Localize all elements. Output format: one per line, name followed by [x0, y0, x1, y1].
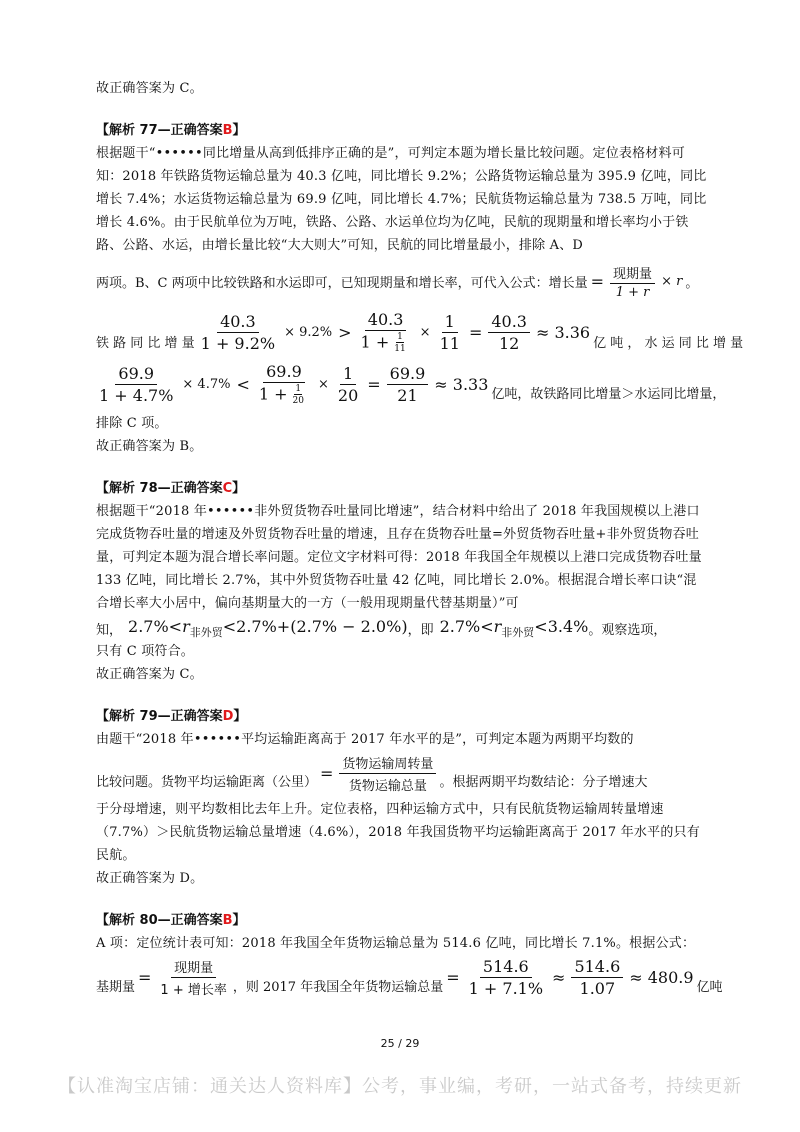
section-78-heading: 【解析 78—正确答案C】	[96, 481, 246, 496]
section-79-formula-line: 比较问题。货物平均运输距离（公里） = $\frac{\text{货物运输周转量}}{\text{货物运输总量}}$ 。根据两期平均数结论：分子增速大	[96, 753, 708, 794]
section-80-heading: 【解析 80—正确答案B】	[96, 913, 246, 929]
document-page	[96, 0, 744, 999]
section-79-answer: D	[222, 709, 234, 725]
page-number: 25 / 29	[380, 1037, 420, 1050]
section-77-answer: B	[222, 123, 233, 138]
section-77-body: 根据题干“••••••同比增量从高到低排序正确的是”，可判定本题为增长量比较问题。定位表格材料可知：2018 年铁路货物运输总量为 40.3 亿吨，同比增长 9.2%；公路货物运输总量为 395.9 亿吨，同比增长 7.4%；水运货物运输总量为 69.9 亿吨，同比增长 4.7%；民航货物运输总量为 738.5 万吨，同比增长 4.6%。由于民航单位为万吨，铁路、公路、水运单位均为亿吨，民航的现期量和增长率均小于铁路、公路、水运，由增长量比较“大大则大”可知，民航的同比增量最小，排除 A、D	[96, 146, 707, 253]
section-78-answer: C	[222, 481, 233, 496]
section-78-inequality-line: 知， $2.7\%<r_{非外贸}<2.7\%+(2.7\% - 2.0\%)$ ，即 $2.7\%<r_{非外贸}<3.4\%$ 。观察选项，	[96, 617, 667, 640]
section-79-heading: 【解析 79—正确答案D】	[96, 709, 247, 725]
section-78-answer-line: 故正确答案为 C。	[96, 667, 203, 683]
section-80-formula-line: 基期量 = $\frac{\text{现期量}}{\text{1 + 增长率}}$ ，则 2017 年我国全年货物运输总量 = $\frac{514.6}{1 + 7.1\%}$ ≈ $\frac{514.6}{1.07}$ ≈ 480.9 亿吨	[96, 957, 723, 999]
section-77-exclude: 排除 C 项。	[96, 416, 168, 431]
section-79-body: 由题干“2018 年••••••平均运输距离高于 2017 年水平的是”，可判定本题为两期平均数的	[96, 732, 634, 748]
water-calc-line: $\frac{69.9}{1 + 4.7\%}$ × 4.7% < 69.9 1 + $\frac{1}{20}$ × $\frac{1}{20}$ = $\frac{69.9}{21}$ ≈ 3.33 亿吨，故铁路同比增量＞水运同比增量，	[99, 362, 726, 406]
section-80-answer: B	[222, 913, 233, 929]
section-80-body: A 项：定位统计表可知：2018 年我国全年货物运输总量为 514.6 亿吨，同比增长 7.1%。根据公式：	[96, 936, 696, 952]
answer-line-76: 故正确答案为 C。	[96, 81, 203, 96]
avg-distance-formula: $\frac{\text{货物运输周转量}}{\text{货物运输总量}}$	[339, 753, 436, 794]
section-77-formula-line: 两项。B、C 两项中比较铁路和水运即可，已知现期量和增长率，可代入公式：增长量 = $\frac{\text{现期量}}{1 + r}$ × r 。	[96, 263, 708, 300]
rail-calc-line: 铁 路 同 比 增 量 $\frac{40.3}{1 + 9.2\%}$ × 9.2% > 40.3 1 + $\frac{1}{11}$ × $\frac{1}{11}$ = $\frac{40.3}{12}$ ≈ 3.36 亿 吨 ， 水 运 同 比 增 量	[96, 310, 744, 354]
section-77-heading: 【解析 77—正确答案B】	[96, 123, 246, 138]
growth-formula: $\frac{\text{现期量}}{1 + r}$	[610, 263, 655, 300]
base-period-formula: $\frac{\text{现期量}}{\text{1 + 增长率}}$	[157, 957, 229, 998]
section-77-answer-line: 故正确答案为 B。	[96, 439, 203, 454]
watermark-text: 【认准淘宝店铺：通关达人资料库】公考，事业编，考研，一站式备考，持续更新	[58, 1076, 742, 1097]
section-79-answer-line: 故正确答案为 D。	[96, 871, 204, 887]
section-79-body-2: 于分母增速，则平均数相比去年上升。定位表格，四种运输方式中，只有民航货物运输周转量增速（7.7%）＞民航货物运输总量增速（4.6%），2018 年我国货物平均运输距离高于 2017 年水平的只有民航。	[96, 802, 700, 864]
section-78-only: 只有 C 项符合。	[96, 644, 195, 660]
section-78-body: 根据题干“2018 年••••••非外贸货物吞吐量同比增速”，结合材料中给出了 2018 年我国规模以上港口完成货物吞吐量的增速及外贸货物吞吐量的增速，且存在货物吞吐量=外贸货物吞吐量+非外贸货物吞吐量，可判定本题为混合增长率问题。定位文字材料可得：2018 年我国全年规模以上港口完成货物吞吐量 133 亿吨，同比增长 2.7%，其中外贸货物吞吐量 42 亿吨，同比增长 2.0%。根据混合增长率口诀“混合增长率大小居中，偏向基期量大的一方（一般用现期量代替基期量）”可	[96, 504, 702, 611]
